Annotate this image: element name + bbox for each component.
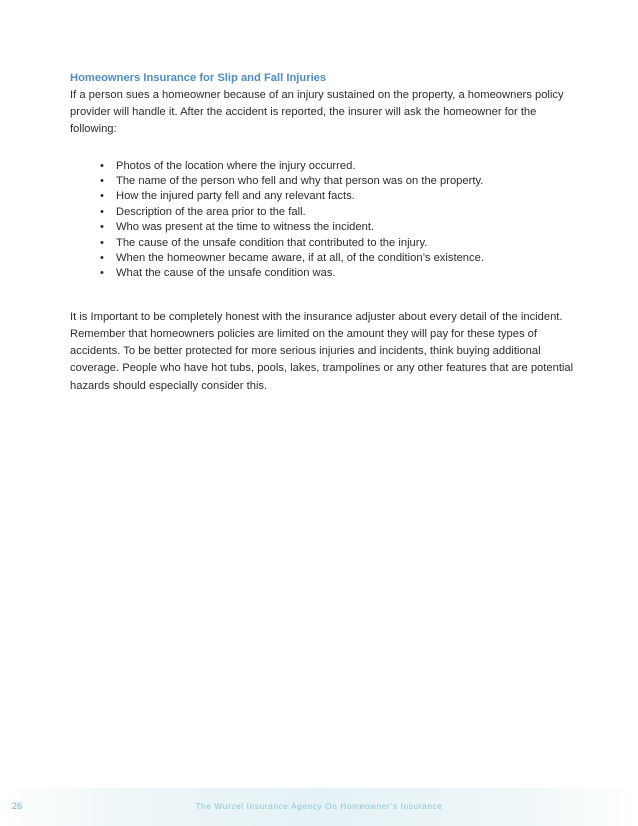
bullet-icon: •	[100, 205, 104, 218]
list-item	[100, 266, 575, 281]
list-item-text: The name of the person who fell and why that person was on the property.	[116, 175, 484, 188]
list-item	[100, 236, 575, 251]
bullet-icon: •	[100, 159, 104, 172]
list-item	[100, 205, 575, 220]
bullet-icon: •	[100, 252, 104, 265]
closing-paragraph: It is Important to be completely honest with the insurance adjuster about every detail of the incident. Remember that homeowners policies are limited on the amount they will pay for these types of accidents. To be better protected for more serious injuries and incidents, think buying additional coverage. People who have hot tubs, pools, lakes, trampolines or any other features that are potential hazards should especially consider this.	[70, 310, 574, 392]
list-item	[100, 220, 575, 235]
requirements-list	[70, 159, 575, 282]
bullet-icon: •	[100, 267, 104, 280]
list-item-text: What the cause of the unsafe condition was.	[116, 267, 336, 280]
footer-title: The Wurzel Insurance Agency On Homeowner’s Insurance	[195, 801, 443, 811]
intro-paragraph: If a person sues a homeowner because of an injury sustained on the property, a homeowners policy provider will handle it. After the accident is reported, the insurer will ask the homeowner for the following:	[70, 89, 564, 136]
page-footer	[0, 788, 638, 826]
bullet-icon: •	[100, 221, 104, 234]
section-heading: Homeowners Insurance for Slip and Fall Injuries	[70, 72, 327, 84]
list-item	[100, 174, 575, 189]
list-item-text: When the homeowner became aware, if at all, of the condition’s existence.	[116, 252, 484, 265]
bullet-icon: •	[100, 190, 104, 203]
list-item-text: How the injured party fell and any relevant facts.	[116, 190, 355, 203]
list-item-text: The cause of the unsafe condition that contributed to the injury.	[116, 236, 428, 249]
page-number: 26	[12, 801, 23, 811]
page-content	[70, 70, 575, 395]
list-item	[100, 189, 575, 204]
list-item-text: Description of the area prior to the fall.	[116, 205, 306, 218]
list-item	[100, 159, 575, 174]
list-item-text: Who was present at the time to witness the incident.	[116, 221, 375, 234]
list-item	[100, 251, 575, 266]
list-item-text: Photos of the location where the injury occurred.	[116, 159, 356, 172]
bullet-icon: •	[100, 236, 104, 249]
bullet-icon: •	[100, 175, 104, 188]
